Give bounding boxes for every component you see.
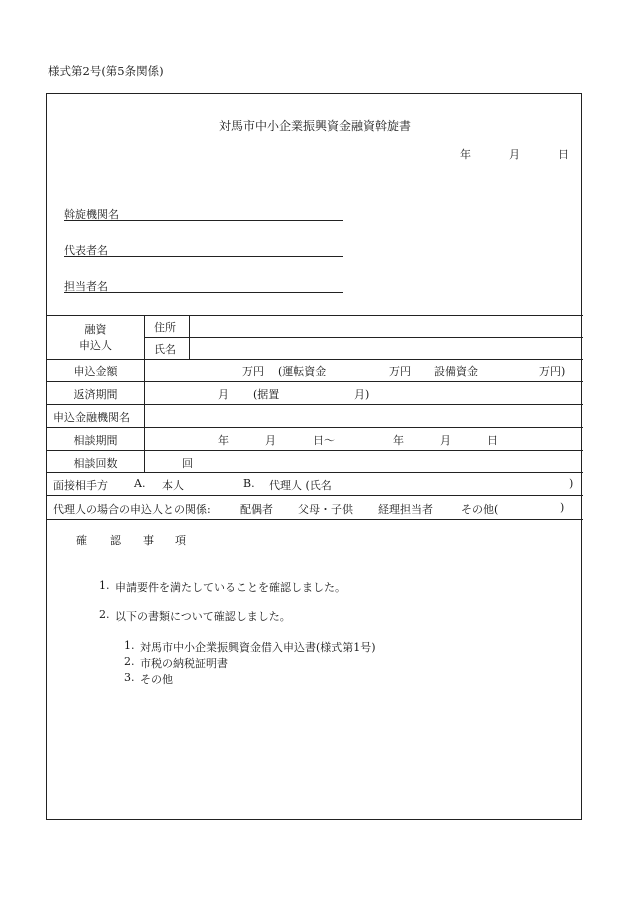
consult-end-year: 年 [393,434,404,447]
relation-accountant[interactable]: 経理担当者 [378,503,433,516]
equipment-capital-label: 設備資金 [434,365,478,378]
row-divider [47,450,583,451]
form-title: 対馬市中小企業振興資金融資斡旋書 [218,119,411,133]
row-divider [47,381,583,382]
contact-label: 担当者名 [64,280,108,293]
confirmation-heading-4: 項 [175,534,186,547]
consult-start-year: 年 [218,434,229,447]
repayment-label: 返済期間 [73,388,118,401]
equipment-capital-unit: 万円) [539,365,566,378]
confirmation-heading-2: 認 [110,534,121,547]
row-divider [47,359,583,360]
representative-label: 代表者名 [64,244,108,257]
relation-spouse[interactable]: 配偶者 [240,503,273,516]
applicant-label-line2: 申込人 [79,339,112,352]
amount-unit: 万円 [242,365,264,378]
row-divider [47,519,583,520]
application-form [46,93,582,820]
applicant-label-line1: 融資 [84,323,107,336]
consult-end-day: 日 [487,434,498,447]
option-b-marker: B. [243,477,255,490]
consult-count-label: 相談回数 [73,457,118,470]
bank-label: 申込金融機関名 [53,411,130,424]
confirm-item-2-num: 2. [99,608,110,621]
working-capital-unit: 万円 [389,365,411,378]
document-item-3-num: 3. [124,671,135,684]
relation-other[interactable]: その他( [461,503,499,516]
name-label: 氏名 [154,343,176,356]
address-field[interactable] [190,316,582,336]
grace-open: (据置 [253,388,280,401]
form-number: 様式第2号(第5条関係) [48,64,164,78]
bank-field[interactable] [145,405,582,426]
date-month: 月 [509,148,520,161]
date-year: 年 [460,148,471,161]
interviewee-label: 面接相手方 [53,479,108,492]
document-item-2-text: 市税の納税証明書 [140,657,228,670]
document-item-3-text: その他 [140,673,173,686]
agent-name-close: ) [569,477,574,490]
consult-end-month: 月 [440,434,451,447]
row-divider [47,472,583,473]
representative-underline[interactable] [64,256,343,257]
relation-label: 代理人の場合の申込人との関係: [53,503,211,516]
date-day: 日 [558,148,569,161]
option-a-self[interactable]: 本人 [162,479,184,492]
row-divider [47,427,583,428]
amount-label: 申込金額 [73,365,118,378]
consult-period-label: 相談期間 [73,434,118,447]
row-divider [47,495,583,496]
consult-start-day: 日〜 [313,434,335,447]
confirm-item-1-text: 申請要件を満たしていることを確認しました。 [115,581,346,594]
document-item-1-text: 対馬市中小企業振興資金借入申込書(様式第1号) [140,641,376,654]
address-label: 住所 [154,321,176,334]
confirmation-heading-1: 確 [76,534,87,547]
grace-close: 月) [354,388,370,401]
document-item-2-num: 2. [124,655,135,668]
confirm-item-2-text: 以下の書類について確認しました。 [115,610,291,623]
column-divider [144,315,145,472]
relation-other-close: ) [560,501,565,514]
relation-parent-child[interactable]: 父母・子供 [298,503,353,516]
repayment-month: 月 [218,388,229,401]
name-field[interactable] [190,338,582,358]
option-b-agent[interactable]: 代理人 (氏名 [269,479,332,492]
confirm-item-1-num: 1. [99,579,110,592]
option-a-marker: A. [134,477,146,490]
institution-underline[interactable] [64,220,343,221]
contact-underline[interactable] [64,292,343,293]
consult-start-month: 月 [265,434,276,447]
consult-count-unit: 回 [182,457,193,470]
document-item-1-num: 1. [124,639,135,652]
confirmation-heading-3: 事 [143,534,154,547]
working-capital-label: (運転資金 [278,365,327,378]
institution-label: 斡旋機関名 [64,208,119,221]
